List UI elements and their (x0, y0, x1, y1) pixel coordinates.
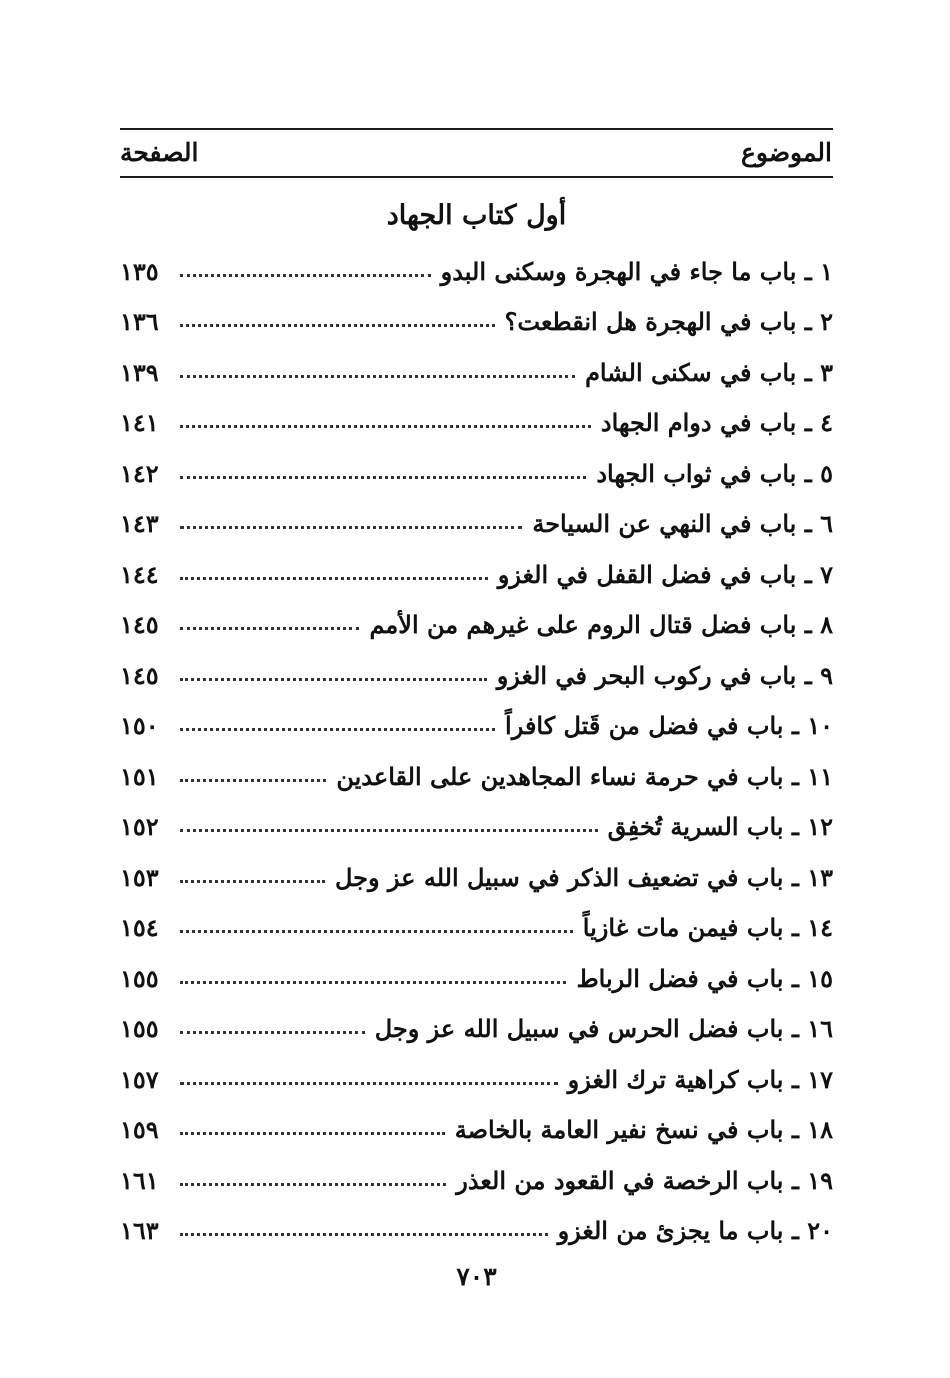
toc-entry[interactable] (120, 549, 833, 600)
dot-leader (180, 981, 566, 984)
dot-leader (180, 728, 495, 731)
toc-entry[interactable] (120, 448, 833, 499)
toc-entry[interactable] (120, 650, 833, 701)
header-top-rule (120, 128, 833, 130)
dot-leader (180, 476, 586, 479)
toc-entry-page: ١٤١ (120, 408, 159, 438)
toc-entry-title: ١٩ ـ باب الرخصة في القعود من العذر (456, 1165, 833, 1195)
toc-entry-title: ٩ ـ باب في ركوب البحر في الغزو (496, 660, 833, 690)
dot-leader (180, 577, 488, 580)
toc-entry-page: ١٦٣ (120, 1216, 159, 1246)
dot-leader (180, 274, 431, 277)
toc-entry-title: ٢٠ ـ باب ما يجزئ من الغزو (557, 1216, 833, 1246)
toc-entry[interactable] (120, 246, 833, 297)
toc-entry-page: ١٥٠ (120, 711, 159, 741)
toc-entry-title: ١٤ ـ باب فيمن مات غازياً (582, 913, 833, 943)
toc-entry-title: ١٦ ـ باب فضل الحرس في سبيل الله عز وجل (374, 1014, 833, 1044)
dot-leader (180, 1082, 558, 1085)
subject-column-header: الموضوع (741, 138, 832, 167)
toc-entry[interactable] (120, 953, 833, 1004)
page-number: ٧٠٣ (456, 1262, 497, 1291)
toc-entry-page: ١٥٥ (120, 1014, 159, 1044)
toc-entry[interactable] (120, 347, 833, 398)
dot-leader (180, 1132, 445, 1135)
dot-leader (180, 324, 495, 327)
header-bottom-rule (120, 176, 833, 178)
toc-entry-page: ١٤٥ (120, 610, 159, 640)
toc-entry-page: ١٤٤ (120, 559, 159, 589)
dot-leader (180, 829, 598, 832)
dot-leader (180, 930, 573, 933)
dot-leader (180, 678, 487, 681)
toc-entry[interactable] (120, 1206, 833, 1257)
toc-entry-title: ١ ـ باب ما جاء في الهجرة وسكنى البدو (440, 256, 833, 286)
toc-entry-title: ١٥ ـ باب في فضل الرباط (576, 963, 833, 993)
toc-entry[interactable] (120, 751, 833, 802)
toc-entry-title: ٥ ـ باب في ثواب الجهاد (596, 458, 833, 488)
toc-entry-page: ١٥٧ (120, 1064, 159, 1094)
toc-entry-title: ١٢ ـ باب السرية تُخفِق (607, 812, 833, 842)
dot-leader (180, 880, 325, 883)
dot-leader (180, 375, 575, 378)
toc-entry[interactable] (120, 1105, 833, 1156)
toc-entry-page: ١٤٥ (120, 660, 159, 690)
dot-leader (180, 1183, 446, 1186)
toc-entry-page: ١٥١ (120, 761, 159, 791)
table-of-contents (120, 246, 833, 1256)
toc-entry[interactable] (120, 903, 833, 954)
toc-entry[interactable] (120, 1004, 833, 1055)
toc-entry-title: ١٣ ـ باب في تضعيف الذكر في سبيل الله عز وجل (334, 862, 833, 892)
toc-entry-title: ٤ ـ باب في دوام الجهاد (600, 408, 833, 438)
toc-entry-title: ١٨ ـ باب في نسخ نفير العامة بالخاصة (454, 1115, 833, 1145)
toc-entry[interactable] (120, 600, 833, 651)
toc-entry-page: ١٤٢ (120, 458, 159, 488)
toc-entry-title: ٦ ـ باب في النهي عن السياحة (532, 509, 833, 539)
dot-leader (180, 526, 522, 529)
toc-entry-title: ١٧ ـ باب كراهية ترك الغزو (567, 1064, 833, 1094)
toc-entry-title: ١٠ ـ باب في فضل من قَتل كافراً (505, 711, 833, 741)
chapter-title: أول كتاب الجهاد (386, 200, 567, 231)
toc-entry-page: ١٥٢ (120, 812, 159, 842)
toc-entry-page: ١٥٥ (120, 963, 159, 993)
toc-entry[interactable] (120, 499, 833, 550)
toc-entry[interactable] (120, 1054, 833, 1105)
toc-entry-page: ١٣٦ (120, 307, 159, 337)
toc-entry[interactable] (120, 802, 833, 853)
dot-leader (180, 779, 326, 782)
toc-entry-page: ١٣٩ (120, 357, 159, 387)
toc-entry-page: ١٦١ (120, 1165, 159, 1195)
toc-entry-title: ٧ ـ باب في فضل القفل في الغزو (497, 559, 833, 589)
toc-entry-page: ١٥٣ (120, 862, 159, 892)
dot-leader (180, 1031, 365, 1034)
toc-entry[interactable] (120, 701, 833, 752)
dot-leader (180, 1233, 548, 1236)
toc-entry-page: ١٣٥ (120, 256, 159, 286)
toc-entry-page: ١٤٣ (120, 509, 159, 539)
toc-entry-title: ٣ ـ باب في سكنى الشام (585, 357, 833, 387)
toc-entry[interactable] (120, 1155, 833, 1206)
toc-entry-title: ٨ ـ باب فضل قتال الروم على غيرهم من الأمم (369, 610, 833, 640)
toc-entry[interactable] (120, 852, 833, 903)
toc-entry[interactable] (120, 297, 833, 348)
toc-entry-page: ١٥٤ (120, 913, 159, 943)
dot-leader (180, 627, 359, 630)
dot-leader (180, 425, 591, 428)
toc-entry-page: ١٥٩ (120, 1115, 159, 1145)
toc-entry-title: ٢ ـ باب في الهجرة هل انقطعت؟ (504, 307, 833, 337)
toc-entry[interactable] (120, 398, 833, 449)
page-column-header: الصفحة (120, 138, 199, 167)
toc-entry-title: ١١ ـ باب في حرمة نساء المجاهدين على القاعدين (336, 761, 833, 791)
